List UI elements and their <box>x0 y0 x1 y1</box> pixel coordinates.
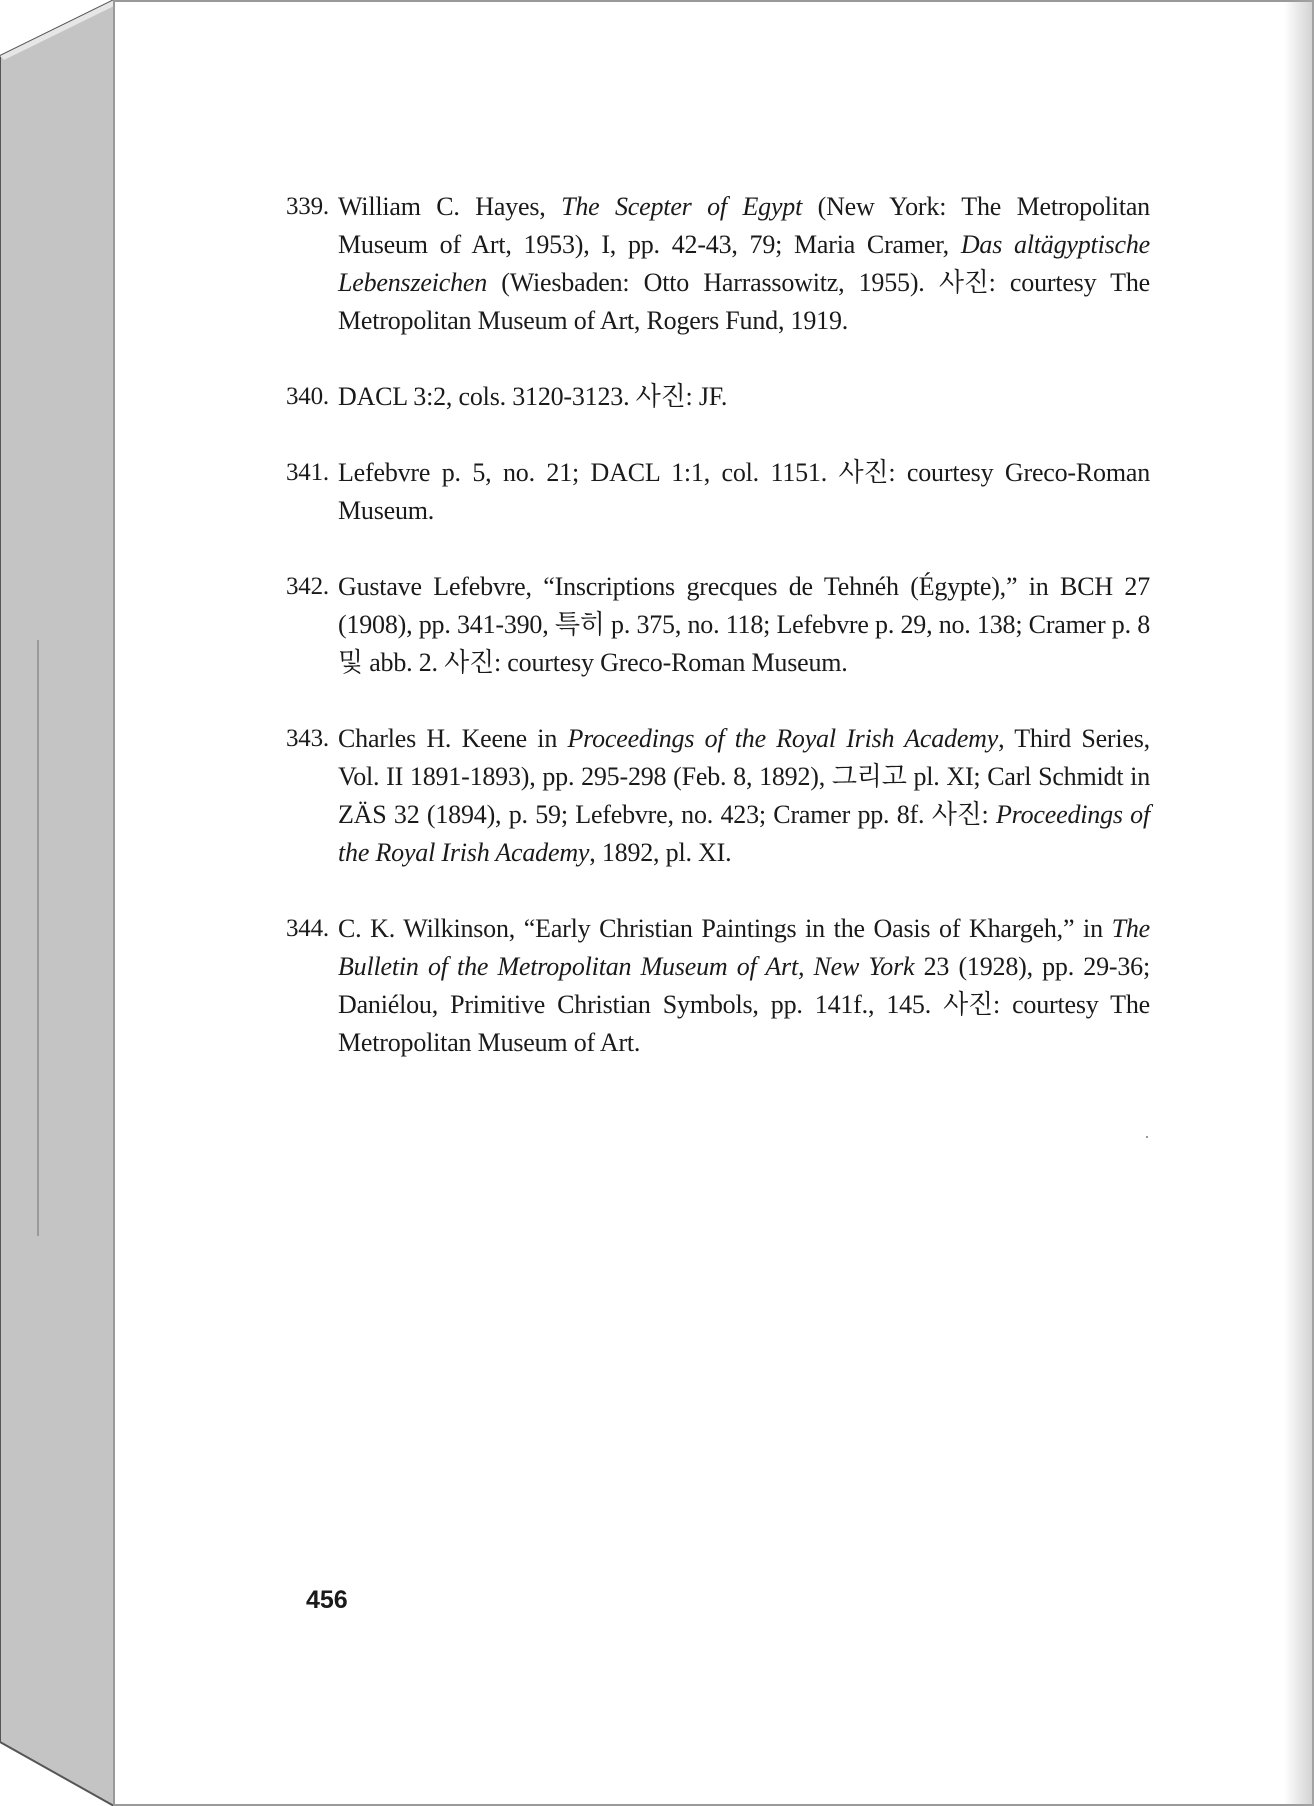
footnote-number: 344. <box>286 915 329 942</box>
footnote-number: 339. <box>286 193 329 220</box>
page-number: 456 <box>306 1586 348 1614</box>
journal-title: Proceedings of the Royal Irish Academy <box>338 800 1151 867</box>
footnote-343: 343. Charles H. Keene in Proceedings of the Royal Irish Academy, Third Series, Vol. II 1891-1893), pp. 295-298 (Feb. 8, 1892), 그리고 pl. XI; Carl Schmidt in ZÄS 32 (1894), p. 59; Lefebvre, no. 423; Cramer pp. 8f. 사진: Proceedings of the Royal Irish Academy, 1892, pl. XI. <box>280 720 1150 872</box>
page-edge-shadow <box>1284 0 1314 1806</box>
footnote-340: 340. DACL 3:2, cols. 3120-3123. 사진: JF. <box>280 378 1150 416</box>
footnote-341: 341. Lefebvre p. 5, no. 21; DACL 1:1, col. 1151. 사진: courtesy Greco-Roman Museum. <box>280 454 1150 530</box>
journal-title: Proceedings of the Royal Irish Academy <box>567 724 999 753</box>
footnote-number: 341. <box>286 459 329 486</box>
footnote-number: 342. <box>286 573 329 600</box>
footnote-number: 340. <box>286 383 329 410</box>
footnote-344: 344. C. K. Wilkinson, “Early Christian Paintings in the Oasis of Khargeh,” in The Bulletin of the Metropolitan Museum of Art, New York 23 (1928), pp. 29-36; Daniélou, Primitive Christian Symbols, pp. 141f., 145. 사진: courtesy The Metropolitan Museum of Art. <box>280 910 1150 1062</box>
journal-title: The Bulletin of the Metropolitan Museum of Art, New York <box>338 914 1150 981</box>
footnotes-list <box>280 188 1150 1100</box>
footnote-342: 342. Gustave Lefebvre, “Inscriptions grecques de Tehnéh (Égypte),” in BCH 27 (1908), pp. 341-390, 특히 p. 375, no. 118; Lefebvre p. 29, no. 138; Cramer p. 8 및 abb. 2. 사진: courtesy Greco-Roman Museum. <box>280 568 1150 682</box>
footnote-number: 343. <box>286 725 329 752</box>
book-title: The Scepter of Egypt <box>561 192 803 221</box>
book-title: Das altägyptische Lebenszeichen <box>338 230 1150 297</box>
scan-speck <box>1146 1136 1148 1138</box>
footnote-339: 339. William C. Hayes, The Scepter of Egypt (New York: The Metropolitan Museum of Art, 1953), I, pp. 42-43, 79; Maria Cramer, Das altägyptische Lebenszeichen (Wiesbaden: Otto Harrassowitz, 1955). 사진: courtesy The Metropolitan Museum of Art, Rogers Fund, 1919. <box>280 188 1150 340</box>
